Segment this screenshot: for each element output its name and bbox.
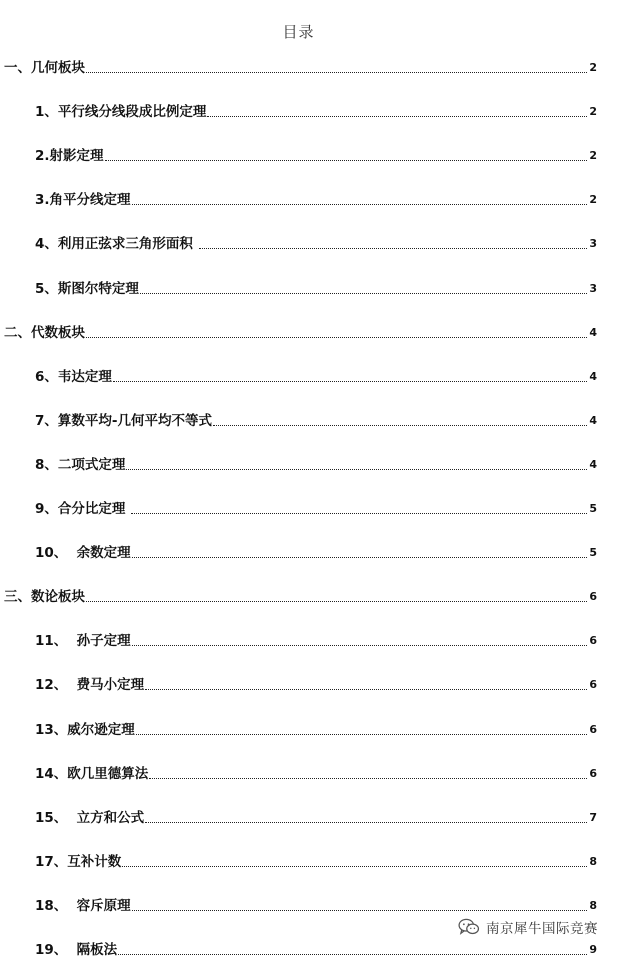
toc-title: 目录 (282, 23, 315, 41)
toc-dot-leader (213, 424, 587, 426)
toc-page-number: 6 (589, 678, 597, 692)
toc-page-number: 5 (589, 546, 597, 560)
toc-entry-label: 一、几何板块 (4, 60, 85, 76)
toc-page-number: 2 (589, 61, 597, 74)
toc-entry[interactable] (0, 541, 597, 561)
toc-entry[interactable] (0, 497, 597, 517)
toc-dot-leader (126, 468, 587, 470)
toc-entry-label: 三、数论板块 (4, 589, 85, 606)
toc-page-number: 6 (589, 766, 597, 780)
toc-page-number: 6 (589, 590, 597, 604)
toc-section-entry[interactable] (0, 585, 597, 605)
toc-page-number: 8 (589, 898, 597, 912)
toc-dot-leader (145, 821, 587, 823)
toc-page-number: 8 (589, 854, 597, 868)
toc-page-number: 3 (589, 237, 597, 251)
toc-entry-label: 19、 隔板法 (35, 942, 118, 958)
toc-dot-leader (86, 600, 587, 602)
toc-dot-leader (113, 380, 587, 382)
toc-dot-leader (136, 733, 587, 735)
toc-dot-leader (140, 292, 587, 294)
toc-dot-leader (132, 556, 587, 558)
toc-page-number: 7 (589, 810, 597, 824)
toc-dot-leader (86, 71, 587, 73)
toc-entry-label: 1、平行线分线段成比例定理 (35, 104, 207, 121)
toc-entry-label: 7、算数平均-几何平均不等式 (35, 412, 212, 429)
toc-page-number: 3 (589, 281, 597, 295)
toc-entry-label: 4、利用正弦求三角形面积 (35, 236, 198, 253)
toc-entry[interactable] (0, 673, 597, 693)
toc-entry[interactable] (0, 453, 597, 473)
toc-entry-label: 5、斯图尔特定理 (35, 280, 139, 297)
toc-dot-leader (132, 203, 587, 205)
toc-dot-leader (122, 865, 587, 867)
toc-section-entry[interactable] (0, 321, 597, 341)
toc-dot-leader (86, 336, 587, 338)
toc-page-number: 2 (589, 149, 597, 163)
toc-entry-label: 3.角平分线定理 (35, 192, 131, 209)
toc-page-number: 4 (589, 457, 597, 471)
toc-dot-leader (131, 512, 587, 514)
toc-entry[interactable] (0, 850, 597, 870)
toc-entry[interactable] (0, 938, 597, 958)
toc-entry-label: 6、韦达定理 (35, 368, 112, 385)
toc-entry-label: 8、二项式定理 (35, 456, 126, 473)
toc-dot-leader (132, 909, 587, 911)
toc-entry-label: 11、 孙子定理 (35, 633, 131, 650)
toc-entry-label: 10、 余数定理 (35, 545, 131, 562)
toc-page-number: 6 (589, 634, 597, 648)
wechat-icon (458, 918, 480, 936)
toc-entry[interactable] (0, 718, 597, 738)
toc-page-number: 4 (589, 325, 597, 339)
toc-page-number: 6 (589, 722, 597, 736)
toc-entry-label: 14、欧几里德算法 (35, 765, 149, 782)
toc-entry[interactable] (0, 232, 597, 252)
toc-page-number: 4 (589, 369, 597, 383)
toc-entry[interactable] (0, 188, 597, 208)
toc-dot-leader (132, 644, 587, 646)
toc-entry[interactable] (0, 100, 597, 120)
toc-entry-label: 15、 立方和公式 (35, 809, 145, 826)
toc-entry[interactable] (0, 629, 597, 649)
toc-page-number: 5 (589, 502, 597, 515)
toc-entry-label: 12、 费马小定理 (35, 677, 145, 694)
toc-entry[interactable] (0, 365, 597, 385)
toc-dot-leader (207, 115, 587, 117)
watermark (456, 916, 600, 938)
toc-dot-leader (199, 247, 587, 249)
toc-entry-label: 9、合分比定理 (35, 501, 131, 517)
toc-entry[interactable] (0, 894, 597, 914)
toc-section-entry[interactable] (0, 56, 597, 76)
toc-page-number: 2 (589, 193, 597, 207)
toc-entry[interactable] (0, 806, 597, 826)
toc-entry-label: 17、互补计数 (35, 853, 122, 870)
toc-dot-leader (149, 777, 587, 779)
toc-dot-leader (105, 159, 587, 161)
toc-page-number: 4 (589, 413, 597, 427)
toc-dot-leader (145, 688, 587, 690)
toc-entry[interactable] (0, 277, 597, 297)
toc-entry[interactable] (0, 762, 597, 782)
toc-entry-label: 18、 容斥原理 (35, 897, 131, 914)
watermark-text: 南京犀牛国际竞赛 (486, 921, 598, 937)
toc-entry-label: 2.射影定理 (35, 148, 104, 165)
toc-entry[interactable] (0, 144, 597, 164)
toc-entry[interactable] (0, 409, 597, 429)
toc-entry-label: 13、威尔逊定理 (35, 721, 135, 738)
toc-entry-label: 二、代数板块 (4, 324, 85, 341)
toc-page-number: 2 (589, 105, 597, 119)
toc-page-number: 9 (589, 943, 597, 956)
